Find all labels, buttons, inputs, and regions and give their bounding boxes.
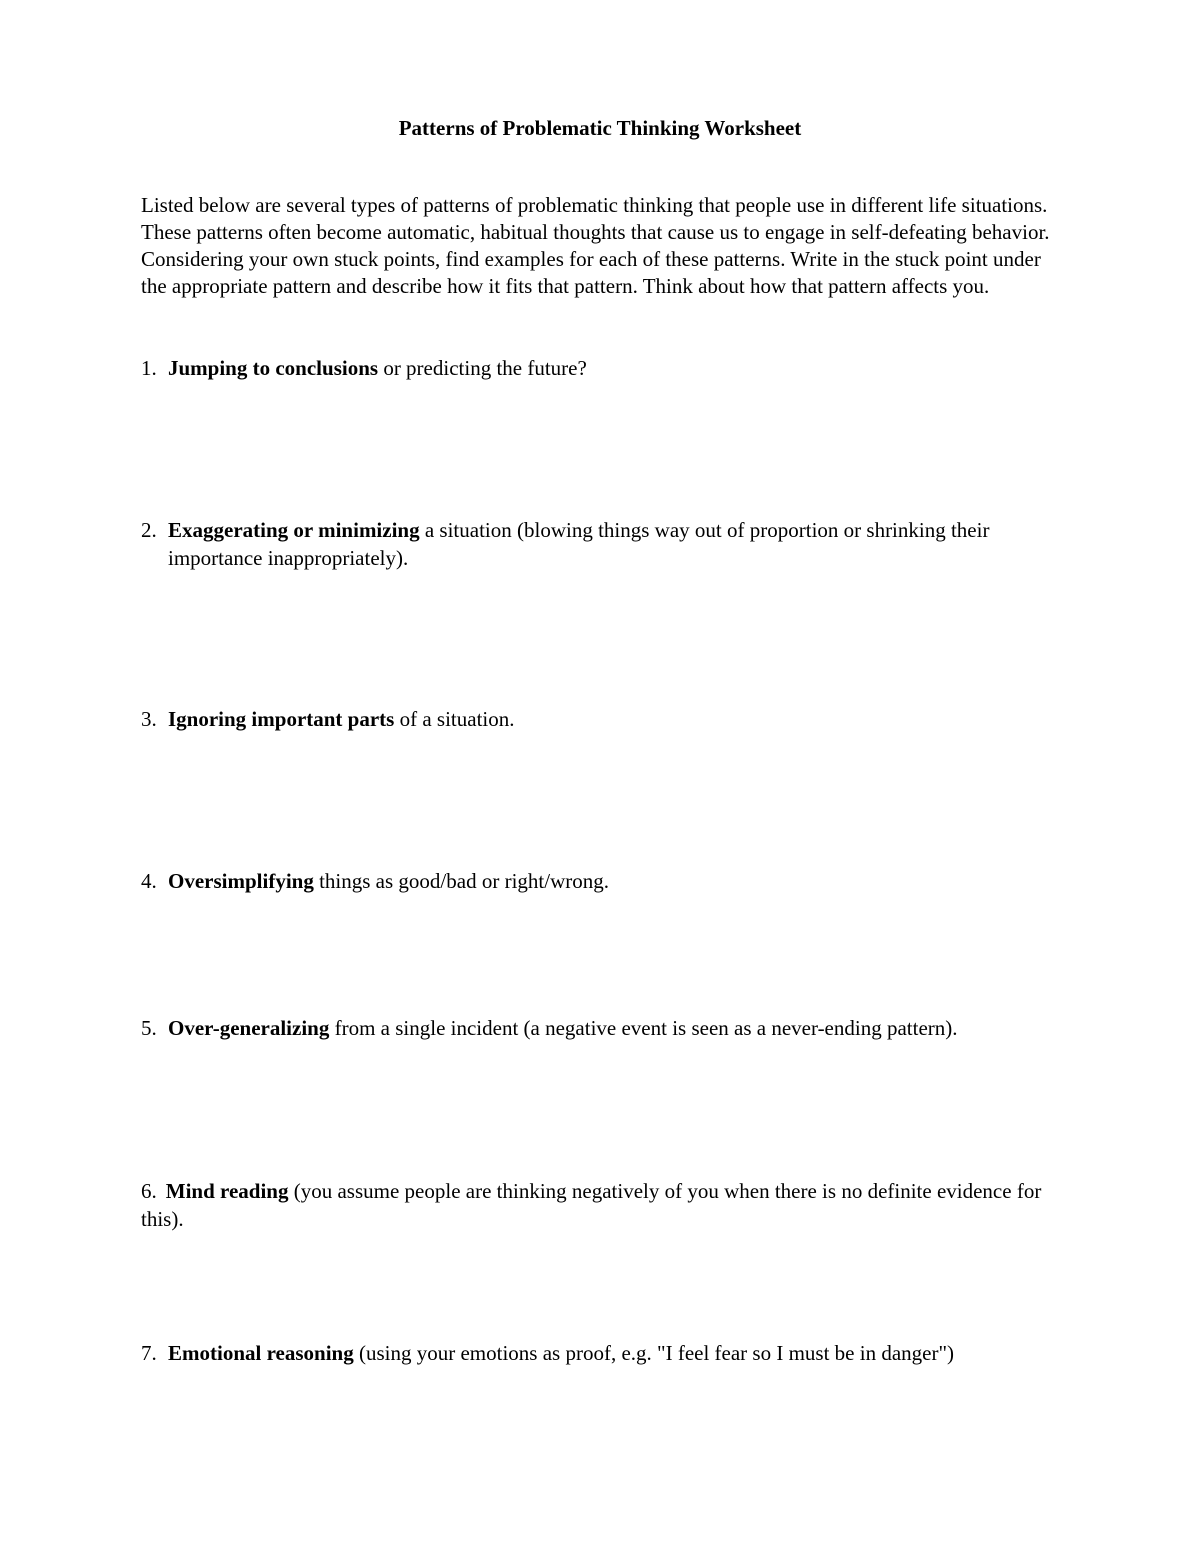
pattern-item-1 <box>141 354 1071 382</box>
item-number: 6. <box>141 1179 157 1203</box>
pattern-item-7 <box>141 1339 1071 1367</box>
pattern-term: Exaggerating or minimizing <box>168 518 420 542</box>
pattern-item-2 <box>141 516 1071 572</box>
pattern-term: Oversimplifying <box>168 869 314 893</box>
worksheet-title: Patterns of Problematic Thinking Worksheet <box>398 116 802 140</box>
item-number: 3. <box>141 707 157 731</box>
intro-paragraph: Listed below are several types of patterns of problematic thinking that people use in different life situations. These patterns often become automatic, habitual thoughts that cause us to engage in self-defeating behavior. Considering your own stuck points, find examples for each of these patterns. Write in the stuck point under the appropriate pattern and describe how it fits that pattern. Think about how that pattern affects you. <box>141 193 1050 298</box>
pattern-item-6 <box>141 1177 1071 1233</box>
pattern-description: (you assume people are thinking negatively of you when there is no definite evidence for this). <box>141 1179 1042 1231</box>
item-number: 5. <box>141 1016 157 1040</box>
item-number: 2. <box>141 518 157 542</box>
item-number: 1. <box>141 356 157 380</box>
pattern-term: Emotional reasoning <box>168 1341 354 1365</box>
pattern-term: Mind reading <box>165 1179 289 1203</box>
item-number: 7. <box>141 1341 157 1365</box>
pattern-description: from a single incident (a negative event is seen as a never-ending pattern). <box>329 1016 958 1040</box>
pattern-description: things as good/bad or right/wrong. <box>313 869 609 893</box>
pattern-item-3 <box>141 705 1071 733</box>
pattern-description: (using your emotions as proof, e.g. "I feel fear so I must be in danger") <box>353 1341 955 1365</box>
pattern-item-4 <box>141 867 1071 895</box>
pattern-description: or predicting the future? <box>378 356 587 380</box>
pattern-term: Over-generalizing <box>168 1016 330 1040</box>
pattern-term: Jumping to conclusions <box>168 356 379 380</box>
pattern-description: of a situation. <box>394 707 515 731</box>
pattern-term: Ignoring important parts <box>168 707 395 731</box>
pattern-description: a situation (blowing things way out of proportion or shrinking their importance inappropriately). <box>168 518 990 570</box>
pattern-item-5 <box>141 1014 1071 1042</box>
item-number: 4. <box>141 869 157 893</box>
